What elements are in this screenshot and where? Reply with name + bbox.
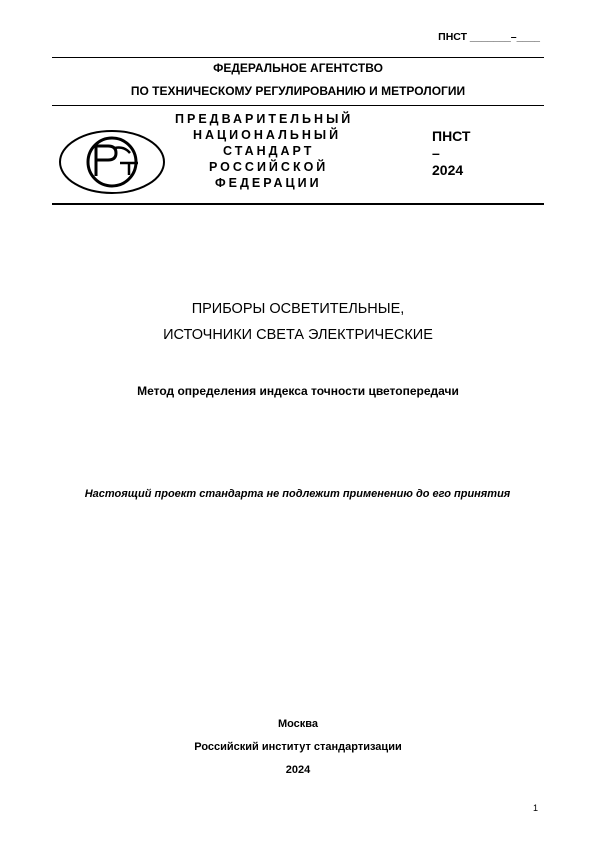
imprint-city: Москва [277, 718, 319, 730]
designation-year: 2024 [432, 162, 464, 178]
title-line-1: ПРИБОРЫ ОСВЕТИТЕЛЬНЫЕ, [191, 301, 405, 317]
document-subtitle: Метод определения индекса точности цветопередачи [137, 384, 459, 398]
standard-designation [432, 128, 471, 179]
rst-logo-icon [58, 129, 166, 195]
top-rule [52, 57, 544, 58]
designation-code: ПНСТ [432, 128, 471, 144]
designation-dash: – [432, 145, 440, 161]
draft-notice: Настоящий проект стандарта не подлежит применению до его принятия [84, 488, 511, 500]
standard-type [175, 111, 420, 191]
standard-type-line-4: РОССИЙСКОЙ [209, 160, 329, 174]
standard-type-line-5: ФЕДЕРАЦИИ [215, 176, 322, 190]
imprint-year: 2024 [285, 764, 311, 776]
page-number: 1 [532, 803, 538, 813]
standard-type-line-2: НАЦИОНАЛЬНЫЙ [193, 128, 342, 142]
document-title [52, 296, 544, 348]
agency-line-1: ФЕДЕРАЛЬНОЕ АГЕНТСТВО [213, 61, 383, 75]
agency-rule [52, 105, 544, 106]
title-line-2: ИСТОЧНИКИ СВЕТА ЭЛЕКТРИЧЕСКИЕ [163, 327, 433, 343]
imprint [52, 713, 544, 782]
header-bottom-rule [52, 203, 544, 205]
document-code: ПНСТ _______–____ [438, 31, 540, 43]
standard-type-line-3: СТАНДАРТ [223, 144, 315, 158]
imprint-publisher: Российский институт стандартизации [194, 741, 402, 753]
agency-line-2: ПО ТЕХНИЧЕСКОМУ РЕГУЛИРОВАНИЮ И МЕТРОЛОГИИ [130, 84, 466, 98]
standard-type-line-1: ПРЕДВАРИТЕЛЬНЫЙ [175, 112, 354, 126]
